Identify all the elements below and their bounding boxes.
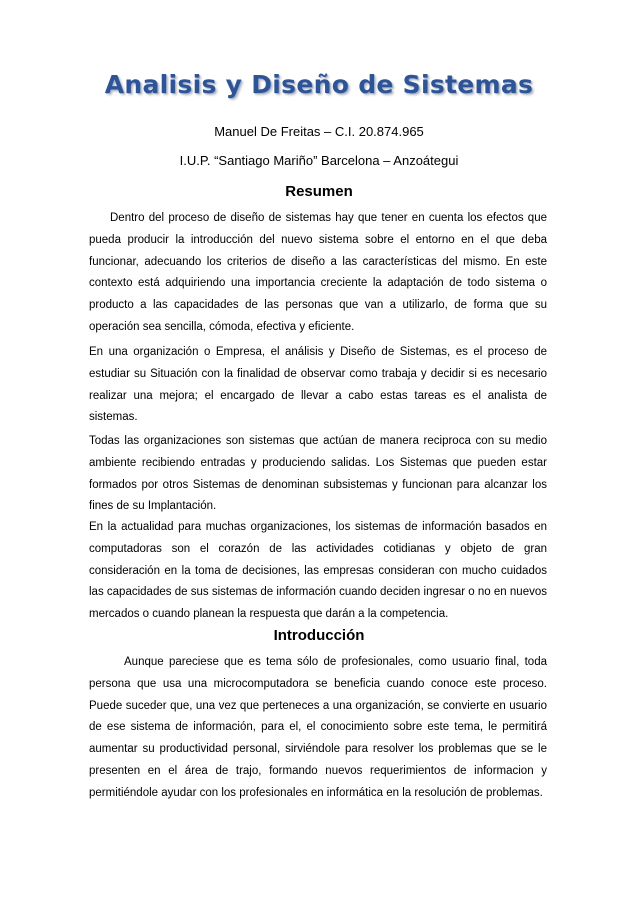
- author-line: Manuel De Freitas – C.I. 20.874.965: [214, 124, 424, 139]
- resumen-paragraph-1: Dentro del proceso de diseño de sistemas hay que tener en cuenta los efectos que pueda producir la introducción del nuevo sistema sobre el entorno en el que deba funcionar, adecuando los criterios de diseño a las características del mismo. En este contexto está adquiriendo una importancia creciente la adaptación de todo sistema o producto a las capacidades de las personas que van a utilizarlo, de forma que su operación sea sencilla, cómoda, efectiva y eficiente.: [89, 212, 547, 333]
- section-heading-resumen: Resumen: [285, 183, 353, 200]
- institution-line: I.U.P. “Santiago Mariño” Barcelona – Anzoátegui: [179, 153, 459, 168]
- resumen-paragraph-2: En una organización o Empresa, el análisis y Diseño de Sistemas, es el proceso de estudiar su Situación con la finalidad de observar como trabaja y decidir si es necesario realizar una mejora; el encargado de llevar a cabo estas tareas es el analista de sistemas.: [89, 346, 547, 424]
- section-heading-introduccion: Introducción: [273, 627, 365, 644]
- document-title: Analisis y Diseño de Sistemas: [104, 70, 534, 99]
- resumen-paragraph-3: Todas las organizaciones son sistemas que actúan de manera reciproca con su medio ambiente recibiendo entradas y produciendo salidas. Los Sistemas que pueden estar formados por otros Sistemas de denominan subsistemas y funcionan para alcanzar los fines de su Implantación.: [89, 435, 547, 513]
- introduccion-paragraph-1: Aunque pareciese que es tema sólo de profesionales, como usuario final, toda persona que usa una microcomputadora se beneficia cuando conoce este proceso. Puede suceder que, una vez que perteneces a una organización, se convierte en usuario de ese sistema de información, para el, el conocimiento sobre este tema, le permitirá aumentar su productividad personal, sirviéndole para resolver los problemas que se le presenten en el área de trajo, formando nuevos requerimientos de informacion y permitiéndole ayudar con los profesionales en informática en la resolución de problemas.: [89, 656, 547, 799]
- resumen-paragraph-4: En la actualidad para muchas organizaciones, los sistemas de información basados en computadoras son el corazón de las actividades cotidianas y objeto de gran consideración en la toma de decisiones, las empresas consideran con mucho cuidados las capacidades de sus sistemas de información cuando deciden ingresar o no en nuevos mercados o cuando planean la respuesta que darán a la competencia.: [89, 521, 547, 621]
